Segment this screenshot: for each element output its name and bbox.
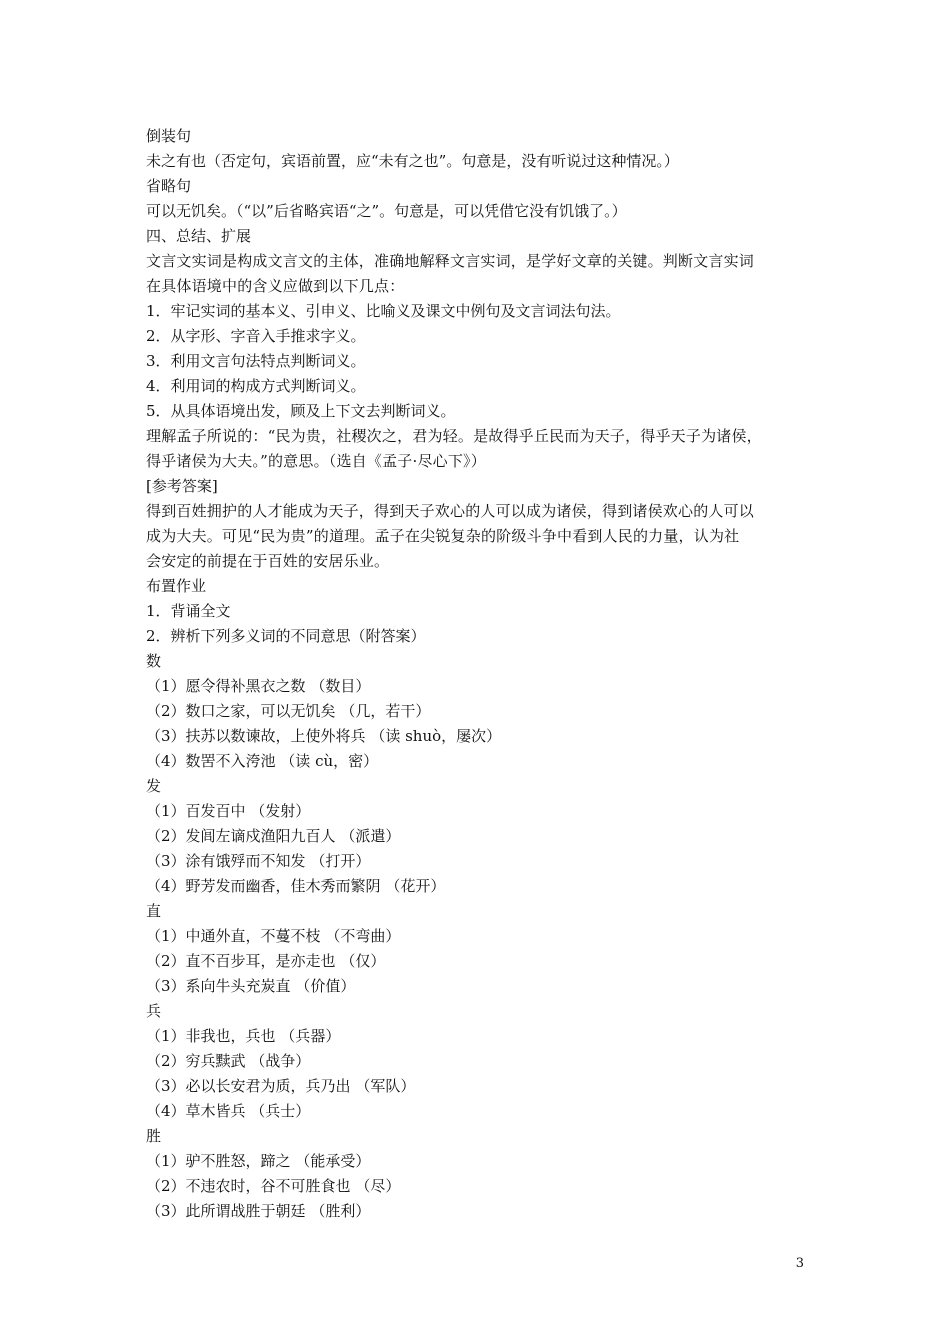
word-usage-item: （3）系向牛头充炭直 （价值） bbox=[146, 977, 356, 995]
text-line: 可以无饥矣。（“以”后省略宾语“之”。句意是，可以凭借它没有饥饿了。） bbox=[146, 202, 627, 220]
paragraph-content-words bbox=[146, 249, 810, 299]
word-usage-item: （1）非我也，兵也 （兵器） bbox=[146, 1027, 341, 1045]
word-heading: 兵 bbox=[146, 1002, 162, 1020]
paragraph-reference-answer bbox=[146, 499, 810, 574]
text-line: 未之有也（否定句，宾语前置，应“未有之也”。句意是，没有听说过这种情况。） bbox=[146, 152, 679, 170]
word-heading: 数 bbox=[146, 652, 162, 670]
homework-heading: 布置作业 bbox=[146, 577, 207, 595]
text-line: 理解孟子所说的：“民为贵，社稷次之，君为轻。是故得乎丘民而为天子，得乎天子为诸侯， bbox=[146, 427, 762, 445]
page-number: 3 bbox=[795, 1256, 804, 1271]
word-usage-item: （4）草木皆兵 （兵士） bbox=[146, 1102, 311, 1120]
word-heading: 直 bbox=[146, 902, 162, 920]
heading-omitted-sentence: 省略句 bbox=[146, 177, 192, 195]
list-item: 2．辨析下列多义词的不同意思（附答案） bbox=[146, 627, 426, 645]
list-item: 3．利用文言句法特点判断词义。 bbox=[146, 352, 366, 370]
section-heading: 四、总结、扩展 bbox=[146, 227, 252, 245]
list-item: 2．从字形、字音入手推求字义。 bbox=[146, 327, 366, 345]
text-line: 得到百姓拥护的人才能成为天子，得到天子欢心的人可以成为诸侯，得到诸侯欢心的人可以 bbox=[146, 502, 755, 520]
list-item: 1．牢记实词的基本义、引申义、比喻义及课文中例句及文言词法句法。 bbox=[146, 302, 621, 320]
list-item: 1．背诵全文 bbox=[146, 602, 231, 620]
heading-inverted-sentence: 倒装句 bbox=[146, 127, 192, 145]
word-usage-item: （2）直不百步耳，是亦走也 （仅） bbox=[146, 952, 386, 970]
list-item: 5．从具体语境出发，顾及上下文去判断词义。 bbox=[146, 402, 456, 420]
word-usage-item: （2）穷兵黩武 （战争） bbox=[146, 1052, 311, 1070]
text-line: 文言文实词是构成文言文的主体，准确地解释文言实词，是学好文章的关键。判断文言实词 bbox=[146, 252, 755, 270]
word-heading: 发 bbox=[146, 777, 162, 795]
list-item: 4．利用词的构成方式判断词义。 bbox=[146, 377, 366, 395]
word-usage-item: （3）必以长安君为质，兵乃出 （军队） bbox=[146, 1077, 416, 1095]
text-line: 在具体语境中的含义应做到以下几点： bbox=[146, 277, 405, 295]
word-usage-item: （4）数罟不入洿池 （读 cù，密） bbox=[146, 752, 379, 770]
word-usage-item: （2）数口之家，可以无饥矣 （几，若干） bbox=[146, 702, 431, 720]
word-usage-item: （3）此所谓战胜于朝廷 （胜利） bbox=[146, 1202, 371, 1220]
word-usage-item: （2）发闾左谪戍渔阳九百人 （派遣） bbox=[146, 827, 401, 845]
word-usage-item: （1）驴不胜怒，蹄之 （能承受） bbox=[146, 1152, 371, 1170]
reference-answer-label: [参考答案] bbox=[146, 477, 218, 495]
word-usage-item: （1）愿令得补黑衣之数 （数目） bbox=[146, 677, 371, 695]
word-usage-item: （3）涂有饿殍而不知发 （打开） bbox=[146, 852, 371, 870]
text-line: 成为大夫。可见“民为贵”的道理。孟子在尖锐复杂的阶级斗争中看到人民的力量，认为社 bbox=[146, 527, 740, 545]
paragraph-mencius-question bbox=[146, 424, 810, 474]
word-usage-item: （1）中通外直，不蔓不枝 （不弯曲） bbox=[146, 927, 401, 945]
word-heading: 胜 bbox=[146, 1127, 162, 1145]
text-line: 得乎诸侯为大夫。”的意思。（选自《孟子·尽心下》） bbox=[146, 452, 486, 470]
text-line: 会安定的前提在于百姓的安居乐业。 bbox=[146, 552, 390, 570]
word-usage-item: （1）百发百中 （发射） bbox=[146, 802, 311, 820]
word-usage-item: （3）扶苏以数谏故，上使外将兵 （读 shuò，屡次） bbox=[146, 727, 502, 745]
word-usage-item: （2）不违农时，谷不可胜食也 （尽） bbox=[146, 1177, 401, 1195]
word-usage-item: （4）野芳发而幽香，佳木秀而繁阴 （花开） bbox=[146, 877, 446, 895]
page-body bbox=[146, 124, 810, 1224]
